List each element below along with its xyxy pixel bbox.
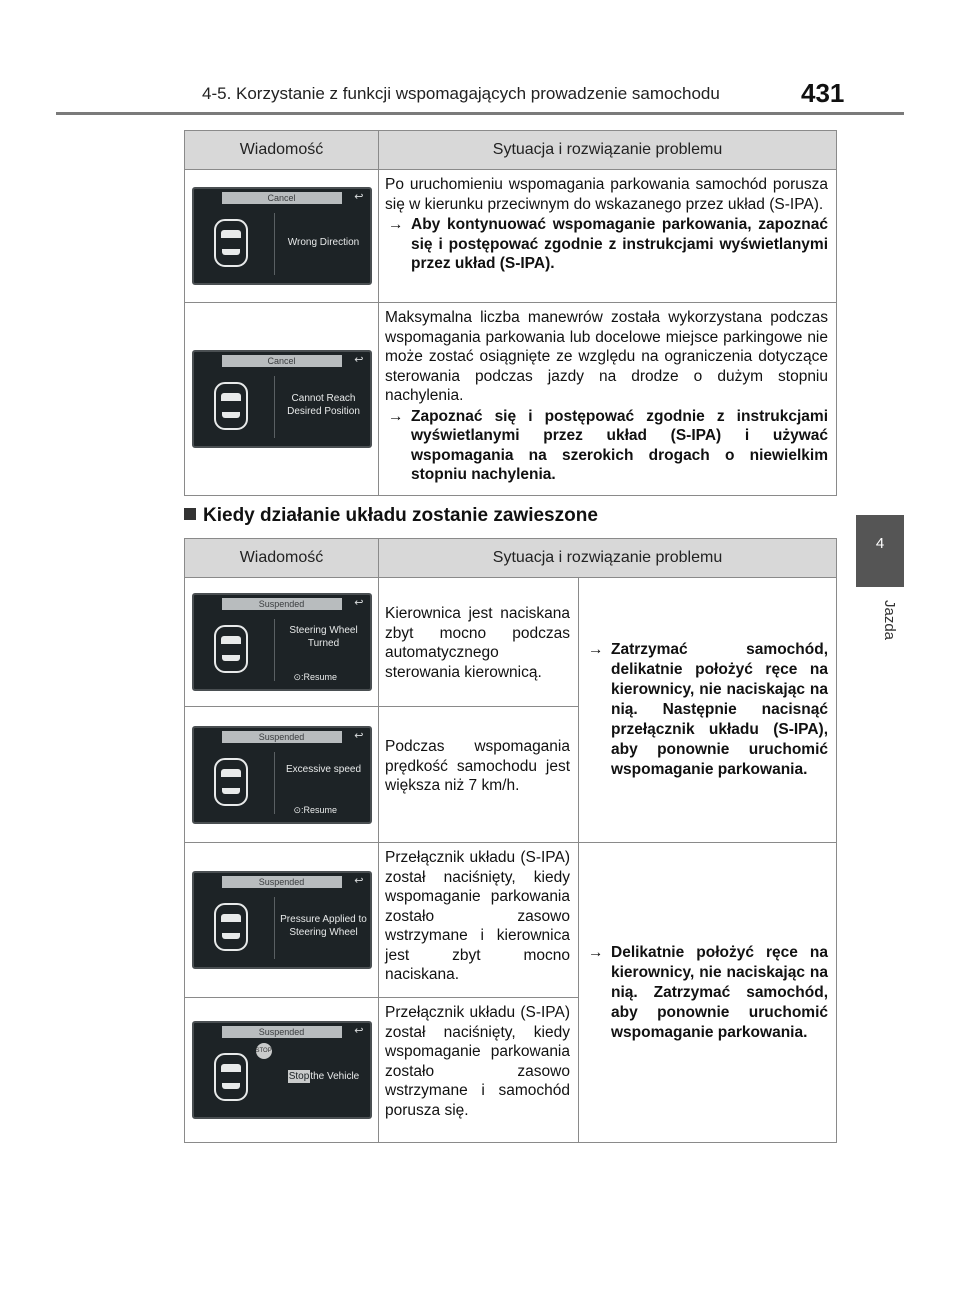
solution-text: → Aby kontynuować wspomaganie parkowania, zapoznać się i postępować zgodnie z instrukcjami wyświetlanymi przez układ (S-IPA).: [385, 215, 828, 274]
col-header-solution: Sytuacja i rozwiązanie problemu: [379, 539, 837, 578]
table-row: [185, 170, 837, 303]
solution-cell: [579, 843, 837, 1143]
message-screen-cell: [185, 843, 379, 998]
return-icon: ↩: [354, 354, 364, 366]
screen-divider: [274, 752, 275, 814]
col-header-message: Wiadomość: [185, 539, 379, 578]
screen-resume: [294, 805, 338, 816]
situation-cell: [379, 578, 579, 707]
square-bullet-icon: [184, 508, 196, 520]
message-table-2: [184, 538, 837, 1143]
display-screen: [192, 350, 372, 448]
screen-title: Cancel: [222, 355, 342, 367]
car-icon: [214, 1053, 248, 1101]
display-screen: [192, 1021, 372, 1119]
resume-label: :Resume: [301, 672, 338, 682]
car-icon: [214, 625, 248, 673]
situation-text: Przełącznik układu (S-IPA) został naciśnięty, kiedy wspomaganie parkowania zostało zasowo wstrzymane i samochód porusza się.: [385, 1004, 570, 1119]
display-screen: [192, 871, 372, 969]
solution-text: → Delikatnie położyć ręce na kierownicy, nie naciskając na nią. Zatrzymać samochód, aby ponownie uruchomić wspomaganie parkowania.: [585, 943, 828, 1043]
screen-title: Suspended: [222, 1026, 342, 1038]
message-table-1: [184, 130, 837, 496]
screen-message: [278, 1049, 370, 1103]
table-row: [185, 578, 837, 707]
return-icon: ↩: [354, 1025, 364, 1037]
message-screen-cell: [185, 170, 379, 303]
return-icon: ↩: [354, 597, 364, 609]
situation-text: Maksymalna liczba manewrów została wykorzystana podczas wspomagania parkowania lub docelowe miejsce parkingowe nie może zostać osiągnięte ze względu na ograniczenia dotyczące sterowania podczas jazdy na drodze o dużym stopniu nachylenia.: [385, 309, 828, 404]
screen-divider: [274, 897, 275, 959]
situation-cell: [379, 843, 579, 998]
situation-text: Kierownica jest naciskana zbyt mocno podczas automatycznego sterowania kierownicą.: [385, 605, 570, 681]
return-icon: ↩: [354, 875, 364, 887]
col-header-solution: Sytuacja i rozwiązanie problemu: [379, 131, 837, 170]
table-row: [185, 843, 837, 998]
return-icon: ↩: [354, 729, 364, 742]
car-icon: [214, 382, 248, 430]
car-icon: [214, 903, 248, 951]
situation-cell: [379, 707, 579, 843]
display-screen: [192, 187, 372, 285]
message-screen-cell: [185, 707, 379, 843]
screen-title: Suspended: [222, 876, 342, 888]
situation-text: Przełącznik układu (S-IPA) został naciśnięty, kiedy wspomaganie parkowania zostało zasowo wstrzymane i kierownica jest zbyt mocno naciskana.: [385, 849, 570, 983]
solution-text: → Zapoznać się i postępować zgodnie z instrukcjami wyświetlanymi przez układ (S-IPA) i używać wspomagania na szerokich drogach o niewielkim stopniu nachylenia.: [385, 407, 828, 485]
screen-title: Cancel: [222, 192, 342, 204]
return-icon: ↩: [354, 191, 364, 203]
section-title-text: Kiedy działanie układu zostanie zawieszone: [203, 505, 598, 526]
screen-message: Cannot Reach Desired Position: [287, 393, 360, 417]
chapter-title: 4-5. Korzystanie z funkcji wspomagających prowadzenie samochodu: [202, 84, 720, 103]
situation-text: Podczas wspomagania prędkość samochodu jest większa niż 7 km/h.: [385, 738, 570, 794]
section-title: [184, 505, 598, 527]
screen-title: Suspended: [222, 598, 342, 610]
screen-message-highlight: Stop: [288, 1070, 310, 1082]
screen-resume: [294, 672, 338, 683]
page-number: 431: [801, 78, 845, 108]
col-header-message: Wiadomość: [185, 131, 379, 170]
header-rule: [56, 112, 904, 115]
screen-title: Suspended: [222, 731, 342, 743]
screen-divider: [274, 213, 275, 275]
display-screen: [192, 726, 372, 824]
switch-icon: ⊙: [293, 672, 302, 682]
car-icon: [214, 219, 248, 267]
situation-cell: [379, 170, 837, 303]
situation-cell: [379, 998, 579, 1143]
chapter-tab: 4: [856, 515, 904, 587]
message-screen-cell: [185, 578, 379, 707]
message-screen-cell: [185, 303, 379, 496]
solution-cell: [579, 578, 837, 843]
screen-divider: [274, 376, 275, 438]
screen-message: Pressure Applied to Steering Wheel: [280, 914, 367, 938]
message-screen-cell: [185, 998, 379, 1143]
car-icon: [214, 758, 248, 806]
resume-label: :Resume: [301, 804, 338, 815]
screen-message: Wrong Direction: [287, 236, 360, 248]
display-screen: [192, 593, 372, 691]
screen-message: Excessive speed: [285, 764, 362, 775]
situation-text: Po uruchomieniu wspomagania parkowania samochód porusza się w kierunku przeciwnym do wskazanego przez układ (S-IPA).: [385, 176, 828, 213]
screen-message-rest: the Vehicle: [310, 1070, 360, 1082]
switch-icon: ⊙: [293, 804, 302, 815]
screen-divider: [274, 619, 275, 681]
chapter-tab-label: Jazda: [881, 600, 898, 641]
screen-message: Steering Wheel Turned: [289, 625, 358, 649]
table-row: [185, 303, 837, 496]
situation-cell: [379, 303, 837, 496]
stop-sign-icon: STOP: [256, 1043, 272, 1059]
solution-text: → Zatrzymać samochód, delikatnie położyć ręce na kierownicy, nie naciskając na nią. Następnie nacisnąć przełącznik układu (S-IPA), aby ponownie uruchomić wspomaganie parkowania.: [585, 640, 828, 780]
